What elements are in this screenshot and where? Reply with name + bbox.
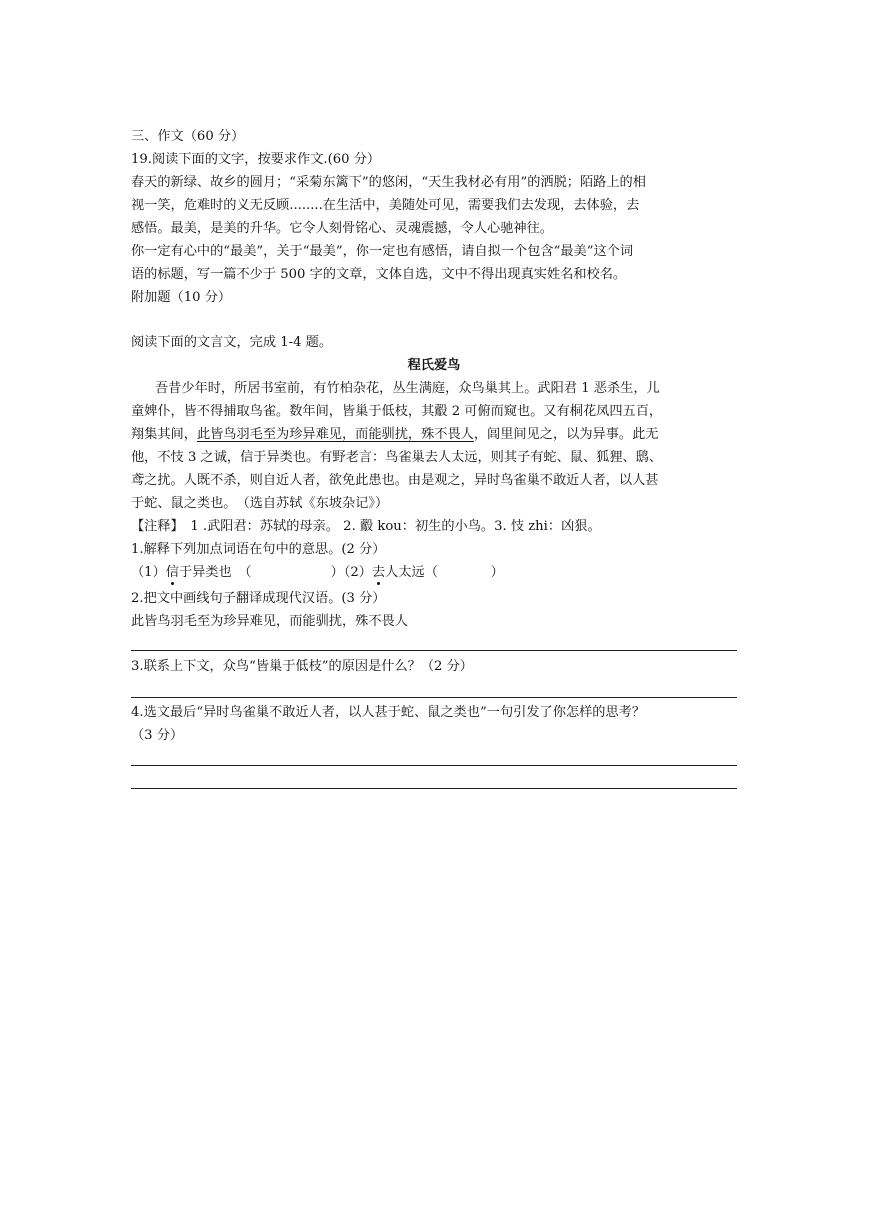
essay-question: 19.阅读下面的文字，按要求作文.(60 分） — [131, 152, 381, 167]
essay-passage-line: 感悟。最美，是美的升华。它令人刻骨铭心、灵魂震撼，令人心驰神往。 — [131, 221, 553, 236]
passage-line — [131, 426, 659, 444]
passage-line: 于蛇、鼠之类也。 （选自苏轼《东坡杂记》） — [131, 496, 389, 511]
passage-text: 翔集其间， — [131, 427, 197, 442]
passage-line: 鸢之扰。人既不杀，则自近人者，欲免此患也。由是观之，异时鸟雀巢不敢近人者，以人甚 — [131, 473, 659, 488]
passage-title: 程氏爱鸟 — [407, 358, 461, 373]
reading-instruction: 阅读下面的文言文，完成 1-4 题。 — [131, 335, 333, 350]
bonus-heading: 附加题（10 分） — [131, 290, 232, 305]
item-text: 人太远（ ） — [385, 565, 504, 580]
question-2: 2.把文中画线句子翻译成现代汉语。(3 分） — [131, 591, 386, 606]
underlined-sentence: 此皆鸟羽毛至为珍异难见，而能驯扰，殊不畏人 — [196, 427, 474, 442]
passage-line: 吾昔少年时，所居书室前，有竹柏杂花，丛生满庭，众鸟巢其上。武阳君 1 恶杀生，儿 — [155, 381, 660, 396]
question-4-score: （3 分） — [131, 728, 184, 743]
item-label: （2） — [343, 565, 372, 580]
answer-line — [131, 765, 737, 766]
essay-passage-line: 视一笑，危难时的义无反顾........在生活中，美随处可见，需要我们去发现，去体验，去 — [131, 198, 640, 213]
dotted-word: 去 — [371, 565, 386, 580]
answer-line — [131, 650, 737, 651]
question-4: 4.选文最后“异时鸟雀巢不敢近人者，以人甚于蛇、鼠之类也”一句引发了你怎样的思考？ — [131, 705, 645, 720]
question-3: 3.联系上下文，众鸟“皆巢于低枝”的原因是什么？（2 分） — [131, 659, 473, 674]
dotted-word: 信 — [165, 565, 179, 580]
passage-line: 他，不忮 3 之诚，信于异类也。有野老言：鸟雀巢去人太远，则其子有蛇、鼠、狐狸、鸱、 — [131, 450, 663, 465]
essay-passage-line: 春天的新绿、故乡的圆月；“采菊东篱下”的悠闲，“天生我材必有用”的洒脱；陌路上的相 — [131, 175, 646, 190]
question-2-sentence: 此皆鸟羽毛至为珍异难见，而能驯扰，殊不畏人 — [131, 614, 408, 629]
question-1-items — [131, 564, 504, 582]
annotation-notes: 【注释】 1 .武阳君：苏轼的母亲。 2. 鷇 kou：初生的小鸟。3. 忮 zhi：凶狠。 — [131, 519, 601, 534]
answer-line — [131, 788, 737, 789]
item-label: （1） — [131, 565, 166, 580]
answer-line — [131, 697, 737, 698]
section-heading: 三、作文（60 分） — [131, 129, 245, 144]
essay-prompt-line: 语的标题，写一篇不少于 500 字的文章，文体自选，文中不得出现真实姓名和校名。 — [131, 267, 627, 282]
passage-line: 童婢仆，皆不得捕取鸟雀。数年间，皆巢于低枝，其鷇 2 可俯而窥也。又有桐花凤四五百， — [131, 404, 663, 419]
essay-prompt-line: 你一定有心中的“最美”，关于“最美”，你一定也有感悟，请自拟一个包含“最美”这个词 — [131, 244, 634, 259]
item-text: 于异类也 （ ） — [178, 565, 344, 580]
question-1: 1.解释下列加点词语在句中的意思。(2 分） — [131, 542, 386, 557]
passage-text: ，闾里间见之，以为异事。此无 — [473, 427, 659, 442]
